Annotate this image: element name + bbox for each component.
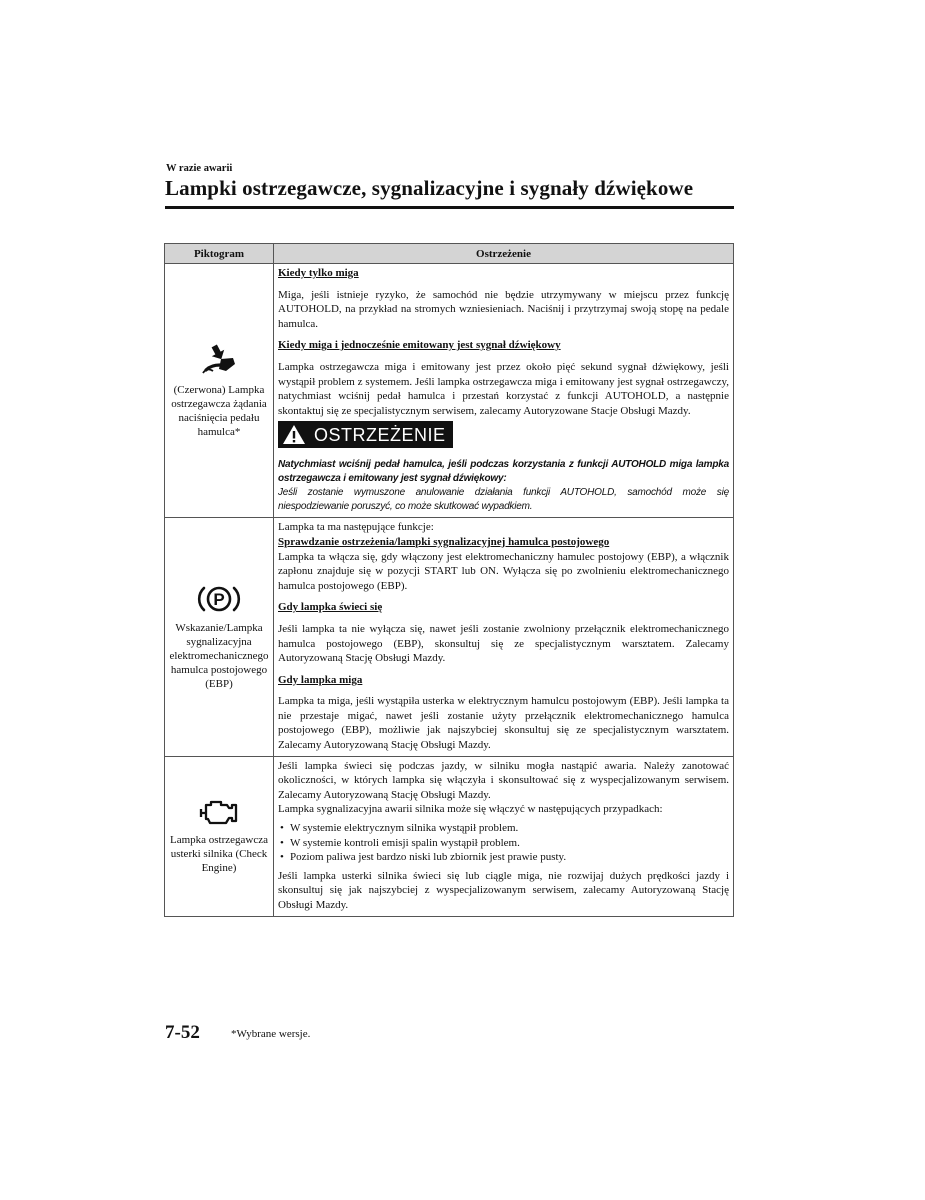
warning-bold-text: Natychmiast wciśnij pedał hamulca, jeśli podczas korzystania z funkcji AUTOHOLD miga lampka ostrzegawcza i emitowany jest sygnał dźwiękowy:	[278, 459, 729, 485]
table-row	[165, 264, 734, 518]
list-item: • Poziom paliwa jest bardzo niski lub zbiornik jest prawie pusty.	[278, 850, 729, 865]
pictogram-cell	[165, 518, 274, 756]
description-cell	[274, 518, 734, 756]
description-cell	[274, 756, 734, 916]
table-header-row	[165, 244, 734, 264]
description-cell	[274, 264, 734, 518]
warning-triangle-icon	[282, 424, 306, 445]
paragraph: Lampka sygnalizacyjna awarii silnika może się włączyć w następujących przypadkach:	[278, 803, 663, 816]
subheading: Kiedy miga i jednocześnie emitowany jest sygnał dźwiękowy	[278, 339, 561, 352]
pictogram-label: Wskazanie/Lampka sygnalizacyjna elektromechanicznego hamulca postojowego (EBP)	[169, 622, 269, 690]
footnote: *Wybrane wersje.	[231, 1028, 311, 1040]
subheading: Sprawdzanie ostrzeżenia/lampki sygnalizacyjnej hamulca postojowego	[278, 535, 610, 548]
svg-text:P: P	[213, 590, 225, 609]
pictogram-cell	[165, 264, 274, 518]
column-header-ostrzezenie: Ostrzeżenie	[274, 244, 734, 264]
paragraph: Jeśli lampka usterki silnika świeci się lub ciągle miga, nie rozwijaj dużych prędkości jazdy i skonsultuj się jak najszybciej z wyspecjalizowanym serwisem, zalecamy Autoryzowaną Stację Obsługi Mazdy.	[278, 869, 729, 911]
pictogram-label: Lampka ostrzegawcza usterki silnika (Check Engine)	[169, 834, 269, 875]
warning-banner	[278, 421, 453, 448]
page-title: Lampki ostrzegawcze, sygnalizacyjne i sygnały dźwiękowe	[165, 176, 694, 200]
warning-text: Jeśli zostanie wymuszone anulowanie działania funkcji AUTOHOLD, samochód może się niespodziewanie poruszyć, co może skutkować wypadkiem.	[278, 487, 729, 513]
warning-lights-table	[164, 243, 734, 917]
paragraph: Jeśli lampka ta nie wyłącza się, nawet jeśli zostanie zwolniony przełącznik elektromechanicznego hamulca postojowego (EBP), skonsultuj się ze specjalistycznym warsztatem. Zalecamy Autoryzowaną Stację Obsługi Mazdy.	[278, 622, 729, 665]
check-engine-icon	[197, 797, 241, 827]
page-number: 7-52	[165, 1022, 200, 1043]
pictogram-cell	[165, 756, 274, 916]
table-row	[165, 756, 734, 916]
paragraph: Lampka ta włącza się, gdy włączony jest elektromechaniczny hamulec postojowy (EBP), a włącznik zapłonu znajduje się w pozycji START lub ON. Wyłącza się po zwolnieniu elektromechanicznego hamulca postojowego (EBP).	[278, 550, 729, 592]
paragraph: Jeśli lampka świeci się podczas jazdy, w silniku mogła nastąpić awaria. Należy zanotować okoliczności, w których lampka się włączyła i skonsultować się z wyspecjalizowanym serwisem. Zalecamy Autoryzowaną Stację Obsługi Mazdy.	[278, 759, 729, 801]
list-item: • W systemie kontroli emisji spalin wystąpił problem.	[278, 836, 729, 851]
subheading: Gdy lampka świeci się	[278, 601, 383, 614]
paragraph: Lampka ostrzegawcza miga i emitowany jest przez około pięć sekund sygnał dźwiękowy, jeśli wystąpił problem z systemem. Jeśli lampka ostrzegawcza miga i emitowany jest sygnał ostrzegawczy, natychmiast wciśnij pedał hamulca i przestań korzystać z funkcji AUTOHOLD, a następnie skontaktuj się ze specjalistycznym serwisem, zalecamy Autoryzowane Stacje Obsługi Mazdy.	[278, 360, 729, 417]
paragraph: Lampka ta ma następujące funkcje:	[278, 521, 434, 534]
bullet-list	[278, 821, 729, 865]
column-header-piktogram: Piktogram	[165, 244, 274, 264]
section-label: W razie awarii	[166, 163, 233, 174]
parking-brake-p-icon	[197, 583, 241, 615]
title-rule	[165, 206, 734, 209]
brake-pedal-request-icon	[199, 343, 239, 377]
list-item: • W systemie elektrycznym silnika wystąpił problem.	[278, 821, 729, 836]
warning-label: OSTRZEŻENIE	[314, 424, 446, 445]
paragraph: Miga, jeśli istnieje ryzyko, że samochód nie będzie utrzymywany w miejscu przez funkcję AUTOHOLD, na przykład na stromych wzniesieniach. Naciśnij i przytrzymaj swoją stopę na pedale hamulca.	[278, 288, 729, 330]
subheading: Gdy lampka miga	[278, 673, 363, 686]
subheading: Kiedy tylko miga	[278, 267, 359, 279]
table-row	[165, 518, 734, 756]
pictogram-label: (Czerwona) Lampka ostrzegawcza żądania naciśnięcia pedału hamulca*	[171, 383, 267, 438]
paragraph: Lampka ta miga, jeśli wystąpiła usterka w elektrycznym hamulcu postojowym (EBP). Jeśli lampka ta nie przestaje migać, nawet jeśli zostanie użyty przełącznik elektromechanicznego hamulca postojowego (EBP), możliwie jak najszybciej skonsultuj się ze specjalistycznym warsztatem. Zalecamy Autoryzowaną Stację Obsługi Mazdy.	[278, 695, 729, 752]
